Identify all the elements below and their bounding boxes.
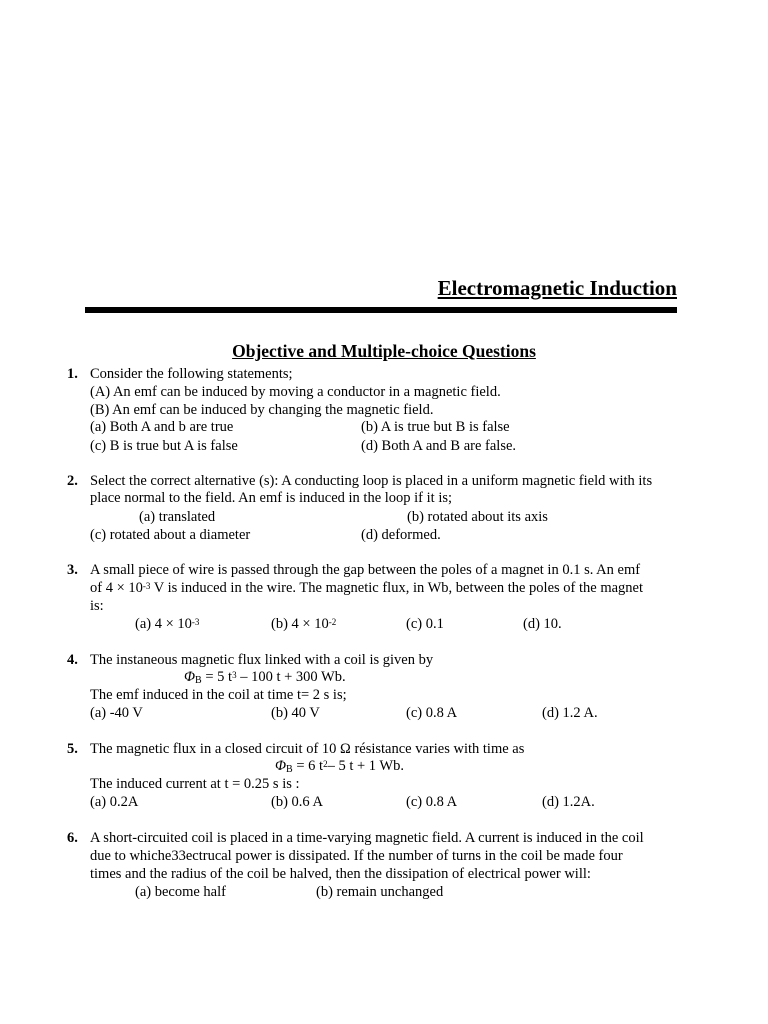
question-text: The instaneous magnetic flux linked with a coil is given by (90, 652, 434, 668)
title-rule (85, 307, 677, 313)
question-text: A short-circuited coil is placed in a time-varying magnetic field. A current is induced in the coil (90, 830, 644, 846)
question-text: A small piece of wire is passed through the gap between the poles of a magnet in 0.1 s. An emf (90, 562, 641, 578)
option-c: (c) 0.8 A (406, 705, 458, 721)
option-a: (a) translated (139, 509, 216, 525)
flux-equation: $\Phi_B = 5$ $t^3 - 100$ t + 300 Wb. (184, 669, 346, 686)
option-b: (b) $4 \times 10^{-2}$ (271, 616, 337, 632)
option-a: (a) 0.2A (90, 794, 139, 810)
option-b: (b) 40 V (271, 705, 320, 721)
question-number: 2. (67, 473, 78, 489)
question-text: (A) An emf can be induced by moving a conductor in a magnetic field. (90, 384, 501, 400)
flux-equation: $\Phi_B = 6$ $t^2-$ 5 t + 1 Wb. (275, 758, 404, 775)
option-c: (c) rotated about a diameter (90, 527, 251, 543)
question-number: 5. (67, 741, 78, 757)
option-b: (b) remain unchanged (316, 884, 444, 900)
question-number: 4. (67, 652, 78, 668)
question-text: Select the correct alternative (s): A conducting loop is placed in a uniform magnetic field with its (90, 473, 653, 489)
question-text: (B) An emf can be induced by changing the magnetic field. (90, 402, 434, 418)
question-text: The emf induced in the coil at time t= 2 s is; (90, 687, 347, 703)
question-number: 6. (67, 830, 78, 846)
section-title: Objective and Multiple-choice Questions (232, 341, 536, 361)
option-b: (b) 0.6 A (271, 794, 323, 810)
question-number: 3. (67, 562, 78, 578)
question-text: is: (90, 598, 104, 614)
question-text: place normal to the field. An emf is induced in the loop if it is; (90, 490, 453, 506)
chapter-title: Electromagnetic Induction (437, 276, 677, 300)
question-text: Consider the following statements; (90, 366, 293, 382)
option-a: (a) become half (135, 884, 226, 900)
option-a: (a) Both A and b are true (90, 419, 234, 435)
option-b: (b) rotated about its axis (407, 509, 548, 525)
option-d: (d) 1.2A. (542, 794, 595, 810)
option-a: (a) $4 \times 10^{-3}$ (135, 616, 200, 632)
option-a: (a) -40 V (90, 705, 143, 721)
question-number: 1. (67, 366, 78, 382)
option-d: (d) 10. (523, 616, 562, 632)
option-d: (d) deformed. (361, 527, 441, 543)
option-c: (c) 0.1 (406, 616, 444, 632)
option-d: (d) Both A and B are false. (361, 438, 517, 454)
question-text: times and the radius of the coil be halved, then the dissipation of electrical power will: (90, 866, 591, 882)
option-c: (c) B is true but A is false (90, 438, 238, 454)
question-text: due to whiche33ectrucal power is dissipated. If the number of turns in the coil be made four (90, 848, 623, 864)
option-c: (c) 0.8 A (406, 794, 458, 810)
option-b: (b) A is true but B is false (361, 419, 510, 435)
question-text: The magnetic flux in a closed circuit of 10 Ω résistance varies with time as (90, 741, 525, 757)
question-text: of $4 \times 10^{-3}$ V is induced in the wire. The magnetic flux, in Wb, between the poles of the magnet (90, 580, 644, 596)
option-d: (d) 1.2 A. (542, 705, 598, 721)
question-text: The induced current at t = 0.25 s is : (90, 776, 300, 792)
